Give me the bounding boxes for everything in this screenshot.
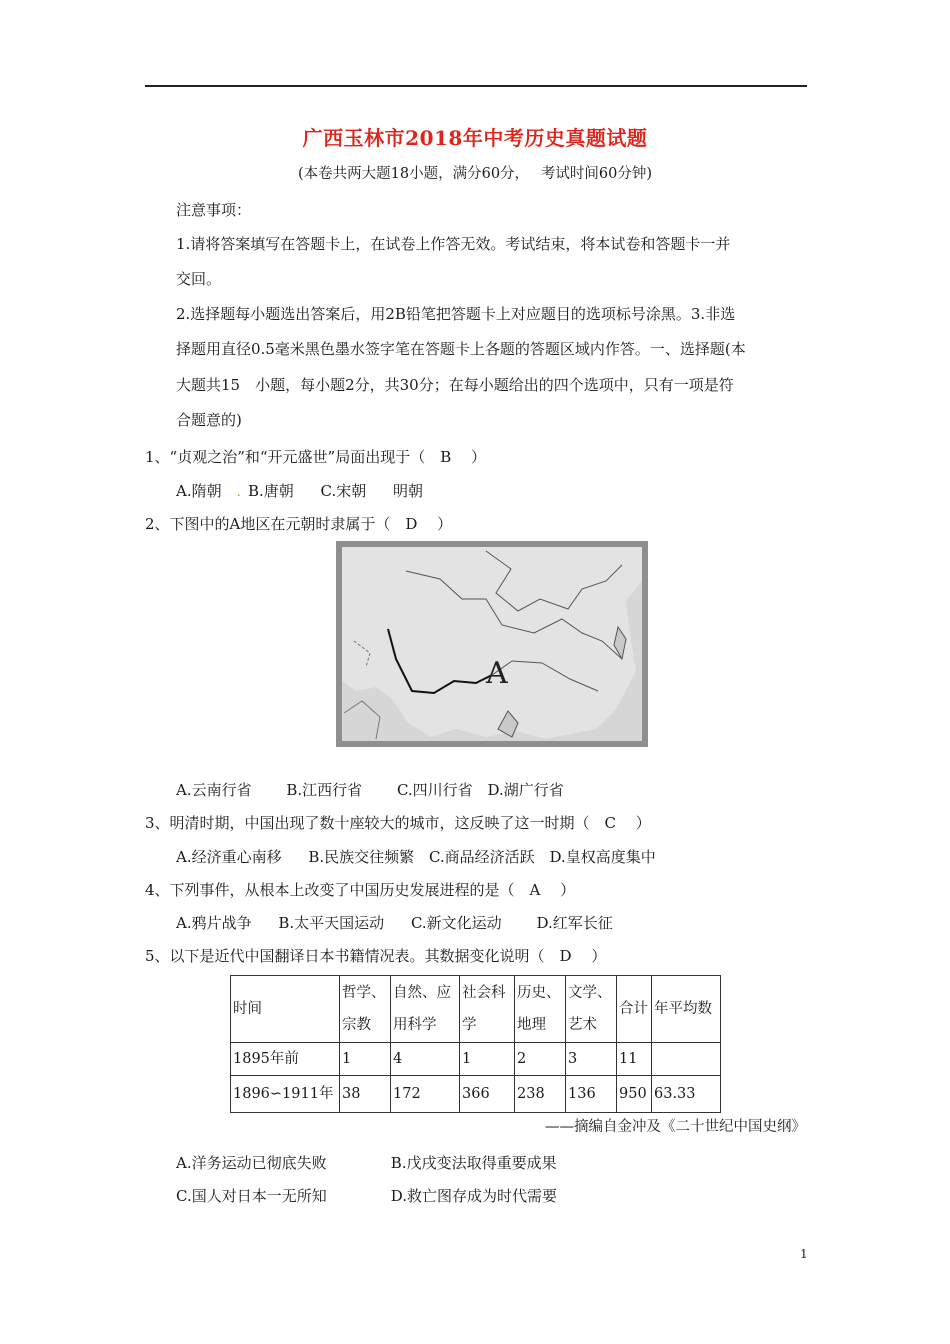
table-cell: 11 bbox=[617, 1043, 652, 1076]
option-a: A.经济重心南移 bbox=[176, 848, 282, 866]
table-cell: 950 bbox=[617, 1076, 652, 1113]
option-d: D.救亡图存成为时代需要 bbox=[390, 1187, 558, 1205]
option-d: D.红军长征 bbox=[536, 914, 613, 932]
table-cell: 1 bbox=[460, 1043, 515, 1076]
question-1-options: A.隋朝 . B.唐朝 C.宋朝 明朝 bbox=[176, 482, 424, 500]
notice-line: 1.请将答案填写在答题卡上，在试卷上作答无效。考试结束，将本试卷和答题卡一并 bbox=[176, 235, 731, 253]
table-cell: 172 bbox=[391, 1076, 460, 1113]
table-header: 历史、地理 bbox=[515, 976, 566, 1043]
table-row bbox=[231, 1043, 721, 1076]
table-header: 文学、艺术 bbox=[566, 976, 617, 1043]
option-d: D.皇权高度集中 bbox=[549, 848, 656, 866]
table-cell: 1895年前 bbox=[231, 1043, 340, 1076]
option-a: A.洋务运动已彻底失败 bbox=[176, 1154, 327, 1172]
table-cell: 238 bbox=[515, 1076, 566, 1113]
map-label: A bbox=[486, 656, 508, 691]
option-a: A.隋朝 bbox=[176, 482, 222, 500]
table-cell: 38 bbox=[340, 1076, 391, 1113]
page-title: 广西玉林市2018年中考历史真题试题 bbox=[302, 126, 648, 150]
table-header-row bbox=[231, 976, 721, 1043]
table-header: 年平均数 bbox=[652, 976, 721, 1043]
table-cell bbox=[652, 1043, 721, 1076]
table-source: ——摘编自金冲及《二十世纪中国史纲》 bbox=[545, 1119, 806, 1135]
table-cell: 136 bbox=[566, 1076, 617, 1113]
table-cell: 1896∽1911年 bbox=[231, 1076, 340, 1113]
question-3-stem: 3、明清时期，中国出现了数十座较大的城市，这反映了这一时期（ C ） bbox=[145, 814, 651, 832]
region-map bbox=[336, 541, 648, 747]
table-cell: 63.33 bbox=[652, 1076, 721, 1113]
question-2-stem: 2、下图中的A地区在元朝时隶属于（ D ） bbox=[145, 515, 453, 533]
option-c: C.国人对日本一无所知 bbox=[176, 1187, 327, 1205]
question-5-stem: 5、以下是近代中国翻译日本书籍情况表。其数据变化说明（ D ） bbox=[145, 947, 607, 965]
table-cell: 1 bbox=[340, 1043, 391, 1076]
notice-line: 合题意的) bbox=[176, 411, 242, 429]
exam-subtitle: (本卷共两大题18小题，满分60分， 考试时间60分钟) bbox=[297, 166, 653, 182]
table-header: 哲学、宗教 bbox=[340, 976, 391, 1043]
option-d: 明朝 bbox=[393, 482, 424, 500]
table-header: 自然、应用科学 bbox=[391, 976, 460, 1043]
option-c: C.宋朝 bbox=[320, 482, 367, 500]
table-header: 社会科学 bbox=[460, 976, 515, 1043]
option-b: B.戊戌变法取得重要成果 bbox=[390, 1154, 557, 1172]
option-c: C.四川行省 bbox=[396, 781, 473, 799]
option-b: B.民族交往频繁 bbox=[308, 848, 415, 866]
table-row bbox=[231, 1076, 721, 1113]
notice-line: 2.选择题每小题选出答案后，用2B铅笔把答题卡上对应题目的选项标号涂黑。3.非选 bbox=[176, 305, 736, 323]
option-c: C.商品经济活跃 bbox=[428, 848, 535, 866]
table-header: 时间 bbox=[231, 976, 340, 1043]
table-cell: 2 bbox=[515, 1043, 566, 1076]
question-3-options bbox=[176, 846, 656, 867]
question-5-options-row-1 bbox=[176, 1152, 557, 1173]
question-4-stem: 4、下列事件，从根本上改变了中国历史发展进程的是（ A ） bbox=[145, 881, 576, 899]
option-b: B.唐朝 bbox=[247, 482, 294, 500]
option-b: B.太平天国运动 bbox=[278, 914, 385, 932]
option-d: D.湖广行省 bbox=[487, 781, 564, 799]
translation-table bbox=[230, 975, 721, 1113]
question-5-options-row-2 bbox=[176, 1185, 557, 1206]
question-2-options bbox=[176, 779, 564, 800]
table-cell: 3 bbox=[566, 1043, 617, 1076]
notice-heading: 注意事项： bbox=[176, 201, 252, 219]
option-b: B.江西行省 bbox=[286, 781, 363, 799]
option-c: C.新文化运动 bbox=[410, 914, 502, 932]
option-a: A.云南行省 bbox=[176, 781, 252, 799]
notice-line: 择题用直径0.5毫米黑色墨水签字笔在答题卡上各题的答题区域内作答。一、选择题(本 bbox=[176, 340, 746, 358]
page-number: 1 bbox=[800, 1247, 808, 1261]
header-rule bbox=[145, 85, 807, 87]
notice-line: 交回。 bbox=[176, 270, 222, 288]
table-cell: 366 bbox=[460, 1076, 515, 1113]
table-cell: 4 bbox=[391, 1043, 460, 1076]
table-header: 合计 bbox=[617, 976, 652, 1043]
notice-line: 大题共15 小题，每小题2分，共30分；在每小题给出的四个选项中，只有一项是符 bbox=[176, 376, 734, 394]
question-1-stem: 1、“贞观之治”和“开元盛世”局面出现于（ B ） bbox=[145, 448, 487, 466]
option-a: A.鸦片战争 bbox=[176, 914, 252, 932]
question-4-options bbox=[176, 912, 613, 933]
